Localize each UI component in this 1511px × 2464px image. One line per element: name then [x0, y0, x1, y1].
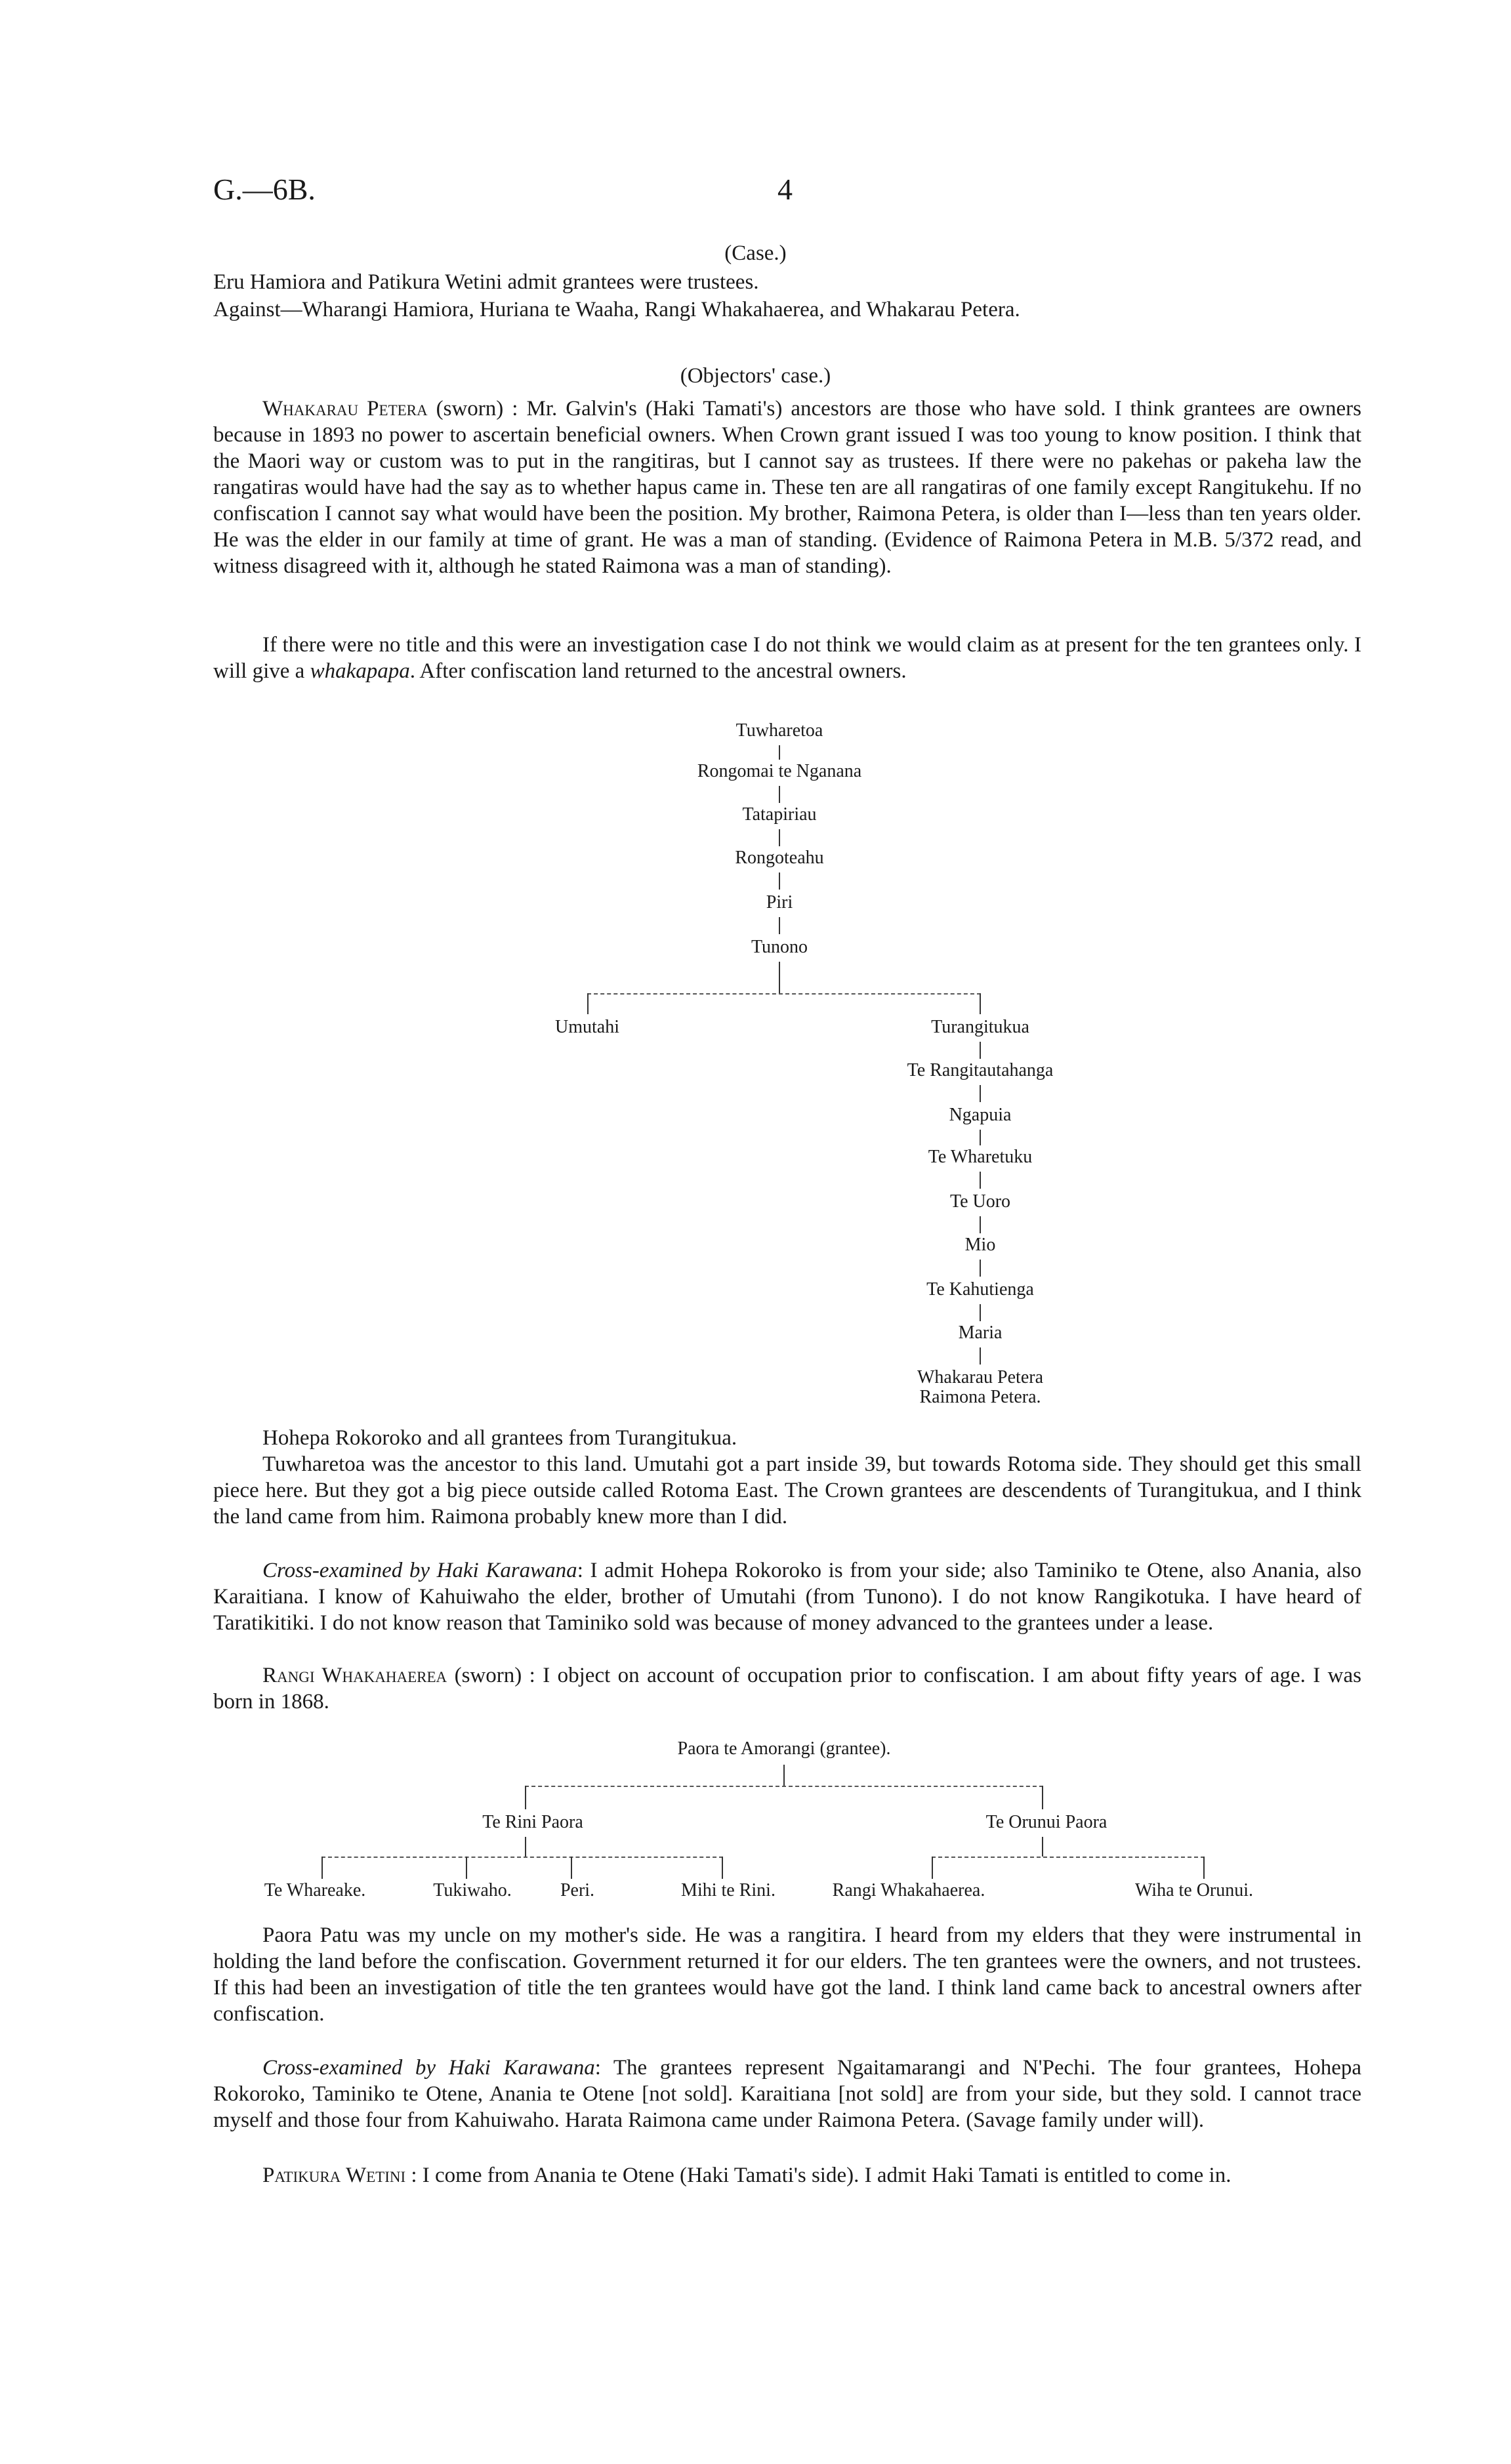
parent-left: Te Rini Paora	[482, 1812, 583, 1832]
document-reference: G.—6B.	[213, 173, 316, 206]
child: Te Whareake.	[264, 1880, 366, 1900]
tree-line	[779, 829, 780, 846]
branch-line	[321, 1857, 723, 1858]
descendant: Te Rangitautahanga	[907, 1060, 1054, 1080]
testimony-text: Mr. Galvin's (Haki Tamati's) ancestors are those who have sold. I think grantees are owners because in 1893 no power to ascertain beneficial owners. When Crown grant issued I was too young to know position. I think that the Maori way or custom was to put in the rangitiras, but I cannot say as trustees. If there were no pakehas or pakeha law the rangatiras would have had the say as to whether hapus came in. These ten are all rangatiras of one family except Rangitukehu. If no confiscation I cannot say what would have been the position. My brother, Raimona Petera, is older than I—less than ten years older. He was the elder in our family at time of grant. He was a man of standing. (Evidence of Raimona Petera in M.B. 5/372 read, and witness disagreed with it, although he stated Raimona was a man of standing).	[213, 397, 1361, 578]
paragraph-paora-patu: Paora Patu was my uncle on my mother's side. He was a rangitira. I heard from my elders that they were instrumental in holding the land before the confiscation. Government returned it for our elders. The ten grantees were the owners, and not trustees. If this had been an investigation of title the ten grantees would have got the land. I think land came back to ancestral owners after confiscation.	[213, 1923, 1361, 2026]
tree-line	[779, 745, 780, 760]
tree-line	[980, 1347, 981, 1365]
tree-line	[980, 1216, 981, 1233]
sworn-label: (sworn) :	[447, 1664, 543, 1687]
tree-line	[779, 962, 780, 993]
child: Tukiwaho.	[433, 1880, 512, 1900]
tree-line	[779, 873, 780, 890]
descendant: Mio	[964, 1235, 996, 1255]
descendant: Ngapuia	[949, 1105, 1012, 1125]
descendant: Whakarau Petera	[917, 1367, 1043, 1387]
descendant: Raimona Petera.	[919, 1387, 1041, 1407]
tree-line	[980, 1260, 981, 1277]
tree-line	[571, 1857, 572, 1879]
paragraph-text: : The grantees represent Ngaitamarangi and N'Pechi. The four grantees, Hohepa Rokoroko, Taminiko te Otene, Anania te Otene [not sold]. Karaitiana [not sold] are from your side, but they sold. I cannot trace myself and those four from Kahuiwaho. Harata Raimona came under Raimona Petera. (Savage family under will).	[213, 2056, 1362, 2132]
case-against: Against—Wharangi Hamiora, Huriana te Waaha, Rangi Whakahaerea, and Whakarau Petera.	[213, 298, 1020, 321]
testimony-text: I object on account of occupation prior to confiscation. I am about fifty years of age. I was born in 1868.	[213, 1664, 1361, 1714]
tree-line	[980, 1172, 981, 1189]
descendant: Te Kahutienga	[926, 1279, 1034, 1300]
tree-line	[980, 993, 981, 1014]
whakapapa-paragraph	[213, 632, 1361, 684]
testimony-text: : I come from Anania te Otene (Haki Tamati's side). I admit Haki Tamati is entitled to come in.	[405, 2164, 1232, 2187]
parent-right: Te Orunui Paora	[985, 1812, 1107, 1832]
ancestor-root: Paora te Amorangi (grantee).	[677, 1738, 891, 1759]
tree-line	[587, 993, 589, 1014]
branch-line	[932, 1857, 1205, 1858]
paragraph-text: . After confiscation land returned to the ancestral owners.	[409, 659, 907, 683]
italic-term: whakapapa	[310, 659, 410, 683]
tree-line	[980, 1085, 981, 1102]
tree-line	[980, 1130, 981, 1145]
tree-line	[1042, 1786, 1043, 1809]
branch-line	[587, 993, 981, 995]
tree-line	[779, 786, 780, 803]
ancestor: Rongomai te Nganana	[697, 761, 862, 781]
objectors-heading: (Objectors' case.)	[680, 364, 831, 388]
tree-line	[525, 1786, 526, 1809]
child: Peri.	[560, 1880, 595, 1900]
ancestor: Tatapiriau	[742, 804, 817, 825]
witness-name: Patikura Wetini	[262, 2164, 406, 2187]
tree-line	[980, 1042, 981, 1059]
paragraph-tuwharetoa: Tuwharetoa was the ancestor to this land. Umutahi got a part inside 39, but towards Rotoma side. They should get this small piece here. But they got a big piece outside called Rotoma East. The Crown grantees are descendents of Turangitukua, and I think the land came from him. Raimona probably knew more than I did.	[213, 1452, 1361, 1529]
tree-line	[321, 1857, 323, 1879]
paragraph-text: If there were no title and this were an investigation case I do not think we would claim as at present for the ten grantees only. I will give a	[213, 633, 1361, 683]
witness-name: Rangi Whakahaerea	[262, 1664, 447, 1687]
child: Mihi te Rini.	[681, 1880, 776, 1900]
descendant: Maria	[958, 1323, 1003, 1343]
ancestor: Piri	[766, 892, 793, 913]
branch-line	[525, 1786, 1043, 1787]
descendant: Turangitukua	[931, 1017, 1029, 1037]
paragraph-text: : I admit Hohepa Rokoroko is from your side; also Taminiko te Otene, also Anania, also Karaitiana. I know of Kahuiwaho the elder, brother of Umutahi (from Tunono). I do not know Rangikotuka. I have heard of Taratikitiki. I do not know reason that Taminiko sold was because of money advanced to the grantees under a lease.	[213, 1559, 1361, 1635]
witness-name: Whakarau Petera	[262, 397, 428, 421]
descendant: Te Wharetuku	[928, 1147, 1033, 1167]
cross-examination-2	[213, 2055, 1361, 2133]
tree-line	[525, 1837, 526, 1857]
whakarau-testimony	[213, 396, 1361, 579]
tree-line	[932, 1857, 933, 1879]
sworn-label: (sworn) :	[427, 397, 527, 421]
paragraph-grantees: Hohepa Rokoroko and all grantees from Turangitukua.	[262, 1426, 737, 1450]
case-heading: (Case.)	[724, 241, 787, 265]
tree-line	[722, 1857, 723, 1879]
cross-examined-label: Cross-examined by Haki Karawana	[262, 2056, 595, 2080]
child: Rangi Whakahaerea.	[832, 1880, 985, 1900]
rangi-testimony	[213, 1662, 1361, 1715]
page-number: 4	[777, 173, 793, 206]
child: Wiha te Orunui.	[1134, 1880, 1254, 1900]
ancestor-left-branch: Umutahi	[555, 1017, 619, 1037]
tree-line	[1203, 1857, 1205, 1879]
tree-line	[783, 1765, 785, 1786]
patikura-testimony	[213, 2162, 1361, 2188]
ancestor: Tuwharetoa	[735, 720, 823, 741]
tree-line	[779, 917, 780, 934]
descendant: Te Uoro	[949, 1191, 1011, 1212]
ancestor: Tunono	[751, 937, 808, 957]
ancestor: Rongoteahu	[735, 848, 824, 868]
tree-line	[1042, 1837, 1043, 1857]
cross-examination-1	[213, 1557, 1361, 1636]
cross-examined-label: Cross-examined by Haki Karawana	[262, 1559, 577, 1582]
tree-line	[980, 1304, 981, 1321]
case-statement: Eru Hamiora and Patikura Wetini admit grantees were trustees.	[213, 270, 759, 294]
tree-line	[466, 1857, 467, 1879]
